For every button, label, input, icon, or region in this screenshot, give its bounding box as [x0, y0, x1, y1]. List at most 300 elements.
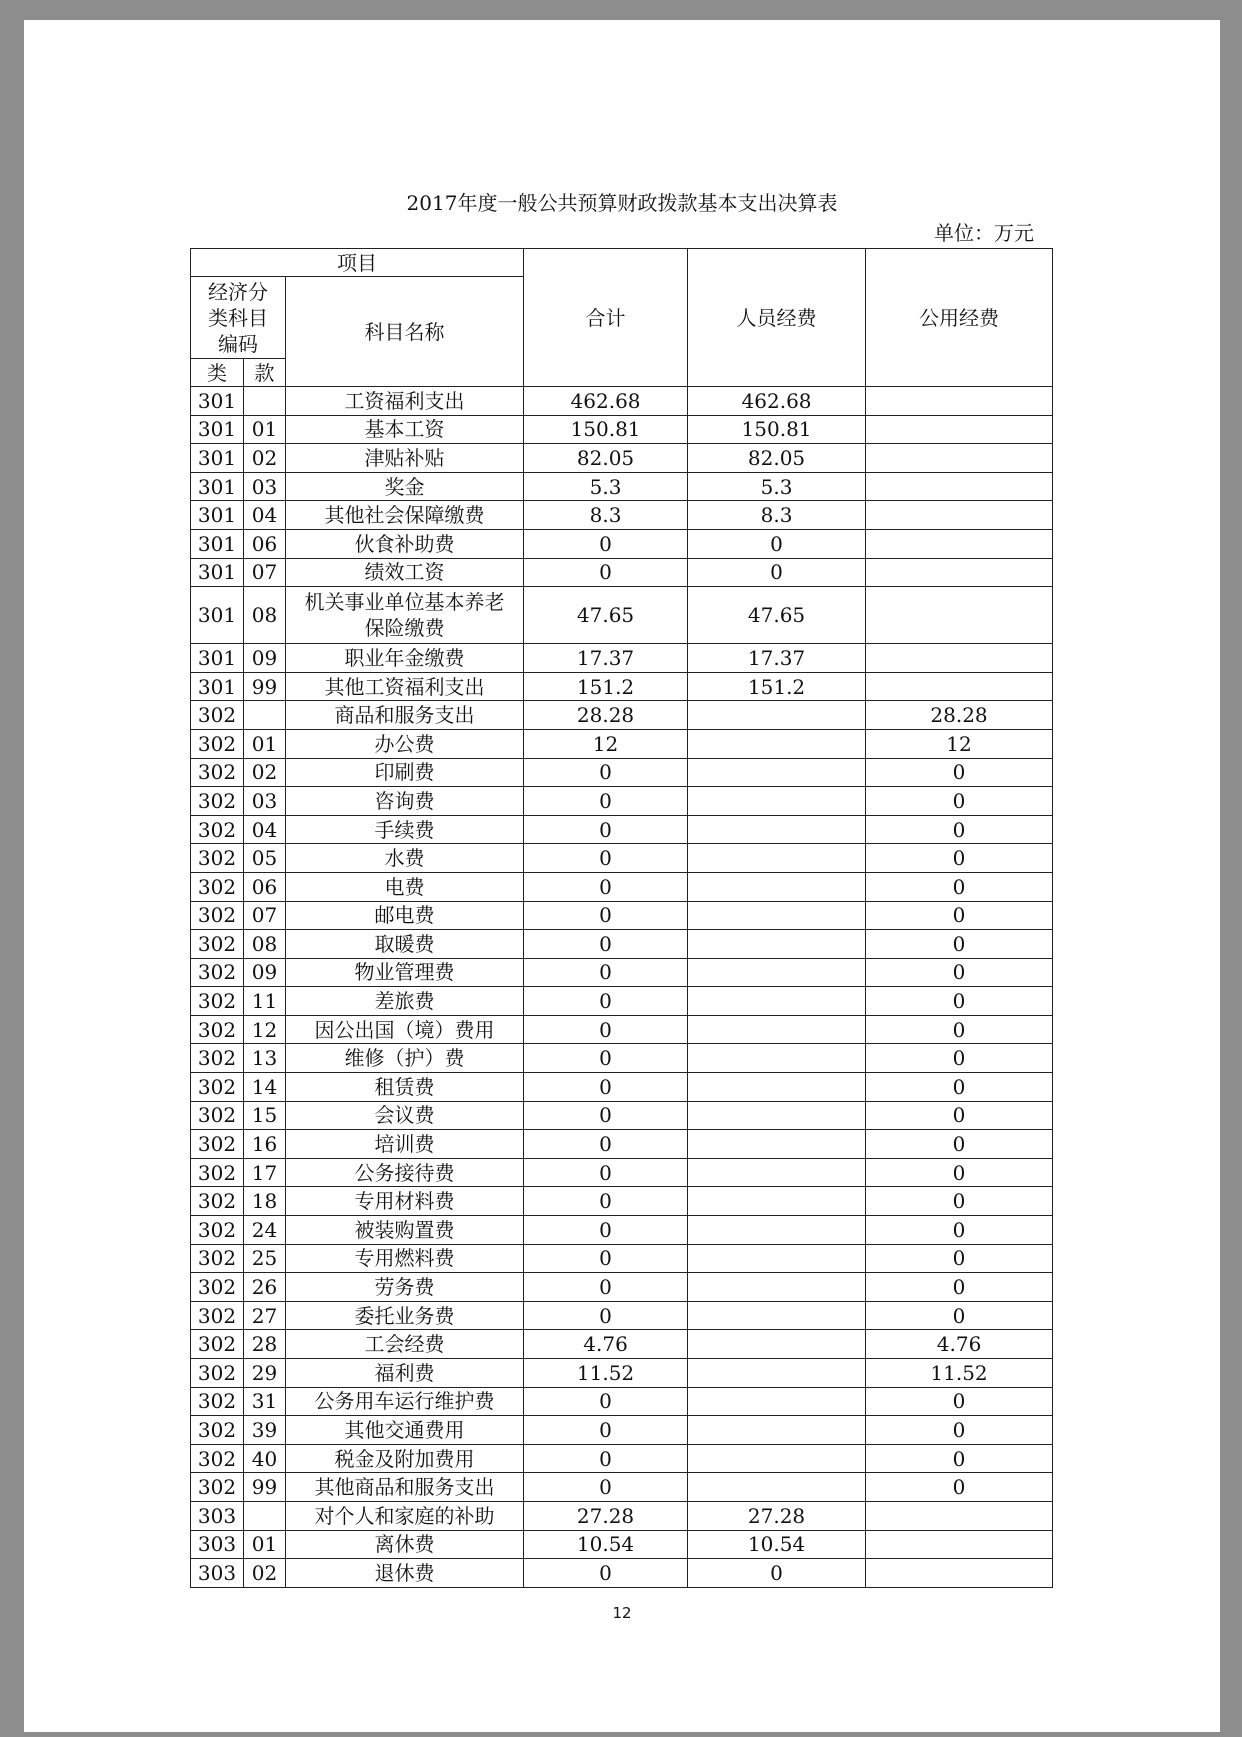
cell-class: 301 [191, 587, 244, 644]
table-row [191, 1444, 1053, 1473]
cell-class: 303 [191, 1530, 244, 1559]
table-row [191, 1559, 1053, 1588]
cell-section: 07 [244, 901, 286, 930]
cell-personnel [688, 844, 866, 873]
cell-section: 31 [244, 1387, 286, 1416]
cell-public: 0 [866, 1244, 1053, 1273]
cell-public [866, 1530, 1053, 1559]
cell-total: 11.52 [524, 1359, 688, 1388]
table-row [191, 729, 1053, 758]
table-row [191, 529, 1053, 558]
table-row [191, 1044, 1053, 1073]
unit-label: 单位：万元 [934, 221, 1034, 245]
cell-section: 07 [244, 558, 286, 587]
cell-total: 0 [524, 987, 688, 1016]
cell-total: 4.76 [524, 1330, 688, 1359]
cell-section [244, 701, 286, 730]
cell-total: 8.3 [524, 501, 688, 530]
cell-section: 01 [244, 1530, 286, 1559]
cell-name: 其他商品和服务支出 [286, 1473, 524, 1502]
cell-class: 302 [191, 1387, 244, 1416]
cell-class: 302 [191, 1015, 244, 1044]
cell-public: 0 [866, 1301, 1053, 1330]
cell-public: 0 [866, 1216, 1053, 1245]
cell-personnel [688, 1244, 866, 1273]
table-row [191, 1073, 1053, 1102]
cell-personnel [688, 701, 866, 730]
cell-public: 28.28 [866, 701, 1053, 730]
cell-class: 302 [191, 1416, 244, 1445]
cell-class: 302 [191, 1044, 244, 1073]
cell-public: 0 [866, 1416, 1053, 1445]
cell-personnel [688, 901, 866, 930]
cell-name: 物业管理费 [286, 958, 524, 987]
cell-public: 11.52 [866, 1359, 1053, 1388]
cell-total: 0 [524, 958, 688, 987]
cell-public: 0 [866, 1444, 1053, 1473]
document-page [24, 20, 1220, 1732]
cell-total: 5.3 [524, 472, 688, 501]
cell-class: 301 [191, 415, 244, 444]
cell-personnel [688, 1273, 866, 1302]
cell-total: 82.05 [524, 444, 688, 473]
cell-class: 303 [191, 1559, 244, 1588]
cell-total: 17.37 [524, 644, 688, 673]
table-row [191, 444, 1053, 473]
cell-personnel: 82.05 [688, 444, 866, 473]
table-row [191, 387, 1053, 416]
table-row [191, 415, 1053, 444]
cell-personnel [688, 872, 866, 901]
cell-section: 08 [244, 587, 286, 644]
cell-section: 12 [244, 1015, 286, 1044]
cell-total: 0 [524, 1101, 688, 1130]
table-row [191, 701, 1053, 730]
cell-public: 0 [866, 1130, 1053, 1159]
cell-section [244, 1501, 286, 1530]
cell-public [866, 501, 1053, 530]
header-name: 科目名称 [286, 277, 524, 387]
cell-total: 0 [524, 872, 688, 901]
cell-total: 0 [524, 1416, 688, 1445]
cell-public: 0 [866, 1387, 1053, 1416]
cell-section: 40 [244, 1444, 286, 1473]
table-body [191, 387, 1053, 1588]
table-row [191, 1187, 1053, 1216]
cell-class: 303 [191, 1501, 244, 1530]
cell-name: 公务接待费 [286, 1158, 524, 1187]
cell-personnel: 151.2 [688, 672, 866, 701]
cell-total: 0 [524, 1301, 688, 1330]
cell-class: 302 [191, 987, 244, 1016]
cell-name: 委托业务费 [286, 1301, 524, 1330]
header-personnel: 人员经费 [688, 249, 866, 387]
cell-personnel [688, 1387, 866, 1416]
cell-public: 0 [866, 930, 1053, 959]
cell-total: 0 [524, 930, 688, 959]
cell-class: 302 [191, 1073, 244, 1102]
table-row [191, 644, 1053, 673]
cell-class: 302 [191, 1473, 244, 1502]
cell-personnel [688, 1101, 866, 1130]
table-row [191, 1101, 1053, 1130]
cell-section: 02 [244, 444, 286, 473]
cell-class: 302 [191, 701, 244, 730]
cell-total: 0 [524, 844, 688, 873]
cell-class: 302 [191, 844, 244, 873]
cell-name: 工会经费 [286, 1330, 524, 1359]
table-row [191, 1015, 1053, 1044]
cell-section: 14 [244, 1073, 286, 1102]
table-row [191, 587, 1053, 644]
cell-total: 462.68 [524, 387, 688, 416]
table-row [191, 901, 1053, 930]
cell-total: 0 [524, 1158, 688, 1187]
table-row [191, 1273, 1053, 1302]
cell-personnel: 0 [688, 558, 866, 587]
cell-public: 12 [866, 729, 1053, 758]
table-row [191, 844, 1053, 873]
cell-class: 302 [191, 872, 244, 901]
cell-name: 电费 [286, 872, 524, 901]
cell-section: 04 [244, 815, 286, 844]
cell-section [244, 387, 286, 416]
table-row [191, 1216, 1053, 1245]
cell-total: 12 [524, 729, 688, 758]
header-class: 类 [191, 359, 244, 387]
cell-personnel [688, 1444, 866, 1473]
cell-section: 11 [244, 987, 286, 1016]
cell-total: 0 [524, 1130, 688, 1159]
cell-total: 0 [524, 1473, 688, 1502]
cell-total: 27.28 [524, 1501, 688, 1530]
cell-class: 302 [191, 815, 244, 844]
cell-total: 0 [524, 1244, 688, 1273]
cell-personnel: 10.54 [688, 1530, 866, 1559]
cell-public [866, 415, 1053, 444]
cell-section: 99 [244, 1473, 286, 1502]
cell-public: 0 [866, 1073, 1053, 1102]
cell-name: 奖金 [286, 472, 524, 501]
cell-name: 工资福利支出 [286, 387, 524, 416]
cell-name: 离休费 [286, 1530, 524, 1559]
cell-personnel [688, 1044, 866, 1073]
cell-section: 02 [244, 1559, 286, 1588]
cell-class: 302 [191, 1130, 244, 1159]
cell-total: 47.65 [524, 587, 688, 644]
cell-section: 13 [244, 1044, 286, 1073]
cell-name: 劳务费 [286, 1273, 524, 1302]
cell-section: 01 [244, 415, 286, 444]
table-row [191, 1530, 1053, 1559]
cell-total: 0 [524, 1015, 688, 1044]
cell-total: 0 [524, 758, 688, 787]
table-row [191, 930, 1053, 959]
table-row [191, 787, 1053, 816]
cell-section: 27 [244, 1301, 286, 1330]
cell-public: 0 [866, 787, 1053, 816]
cell-public: 0 [866, 758, 1053, 787]
cell-class: 302 [191, 1216, 244, 1245]
cell-personnel [688, 1158, 866, 1187]
cell-name: 职业年金缴费 [286, 644, 524, 673]
table-row [191, 1473, 1053, 1502]
table-row [191, 1359, 1053, 1388]
cell-class: 302 [191, 1101, 244, 1130]
cell-total: 0 [524, 1073, 688, 1102]
cell-personnel [688, 1187, 866, 1216]
cell-total: 0 [524, 1387, 688, 1416]
cell-total: 0 [524, 1444, 688, 1473]
cell-public: 4.76 [866, 1330, 1053, 1359]
cell-personnel [688, 1473, 866, 1502]
table-row [191, 815, 1053, 844]
cell-name: 租赁费 [286, 1073, 524, 1102]
cell-name: 印刷费 [286, 758, 524, 787]
cell-name: 咨询费 [286, 787, 524, 816]
cell-public [866, 444, 1053, 473]
cell-total: 0 [524, 558, 688, 587]
cell-section: 99 [244, 672, 286, 701]
cell-personnel [688, 1216, 866, 1245]
cell-personnel [688, 1416, 866, 1445]
cell-public [866, 529, 1053, 558]
cell-section: 01 [244, 729, 286, 758]
cell-personnel [688, 815, 866, 844]
cell-section: 08 [244, 930, 286, 959]
table-row [191, 1330, 1053, 1359]
cell-personnel: 462.68 [688, 387, 866, 416]
cell-section: 16 [244, 1130, 286, 1159]
table-row [191, 958, 1053, 987]
cell-class: 301 [191, 558, 244, 587]
cell-class: 301 [191, 529, 244, 558]
table-row [191, 987, 1053, 1016]
cell-personnel: 5.3 [688, 472, 866, 501]
cell-name: 手续费 [286, 815, 524, 844]
cell-class: 302 [191, 787, 244, 816]
table-row [191, 758, 1053, 787]
cell-public: 0 [866, 1015, 1053, 1044]
cell-personnel [688, 729, 866, 758]
cell-class: 302 [191, 758, 244, 787]
cell-personnel: 150.81 [688, 415, 866, 444]
cell-name: 专用燃料费 [286, 1244, 524, 1273]
cell-personnel: 8.3 [688, 501, 866, 530]
cell-section: 05 [244, 844, 286, 873]
cell-name: 培训费 [286, 1130, 524, 1159]
cell-public: 0 [866, 844, 1053, 873]
cell-public: 0 [866, 1473, 1053, 1502]
cell-total: 150.81 [524, 415, 688, 444]
table-row [191, 472, 1053, 501]
cell-personnel: 0 [688, 529, 866, 558]
cell-public: 0 [866, 872, 1053, 901]
cell-public [866, 644, 1053, 673]
table-row [191, 1301, 1053, 1330]
cell-public [866, 587, 1053, 644]
cell-name: 专用材料费 [286, 1187, 524, 1216]
cell-name: 商品和服务支出 [286, 701, 524, 730]
cell-name: 因公出国（境）费用 [286, 1015, 524, 1044]
table-row [191, 1130, 1053, 1159]
cell-personnel [688, 1015, 866, 1044]
cell-class: 302 [191, 1444, 244, 1473]
cell-public [866, 1559, 1053, 1588]
cell-personnel [688, 1130, 866, 1159]
table-row [191, 1416, 1053, 1445]
cell-class: 301 [191, 644, 244, 673]
cell-name: 取暖费 [286, 930, 524, 959]
table-row [191, 558, 1053, 587]
cell-personnel [688, 930, 866, 959]
cell-section: 09 [244, 958, 286, 987]
header-item: 项目 [191, 249, 524, 277]
cell-public: 0 [866, 958, 1053, 987]
cell-personnel [688, 1073, 866, 1102]
cell-name: 差旅费 [286, 987, 524, 1016]
cell-class: 302 [191, 930, 244, 959]
cell-section: 24 [244, 1216, 286, 1245]
cell-public [866, 472, 1053, 501]
cell-total: 0 [524, 1559, 688, 1588]
cell-section: 02 [244, 758, 286, 787]
cell-total: 0 [524, 529, 688, 558]
cell-section: 26 [244, 1273, 286, 1302]
cell-name: 邮电费 [286, 901, 524, 930]
expenditure-table [190, 248, 1053, 1588]
cell-class: 302 [191, 1273, 244, 1302]
cell-class: 301 [191, 387, 244, 416]
cell-personnel [688, 758, 866, 787]
cell-section: 03 [244, 787, 286, 816]
cell-name: 津贴补贴 [286, 444, 524, 473]
header-total: 合计 [524, 249, 688, 387]
cell-section: 04 [244, 501, 286, 530]
cell-public [866, 558, 1053, 587]
cell-public: 0 [866, 901, 1053, 930]
cell-name: 维修（护）费 [286, 1044, 524, 1073]
cell-class: 301 [191, 501, 244, 530]
cell-name: 其他交通费用 [286, 1416, 524, 1445]
cell-name: 绩效工资 [286, 558, 524, 587]
cell-class: 301 [191, 444, 244, 473]
cell-section: 39 [244, 1416, 286, 1445]
cell-name: 税金及附加费用 [286, 1444, 524, 1473]
table-row [191, 1158, 1053, 1187]
table-row [191, 872, 1053, 901]
cell-personnel: 27.28 [688, 1501, 866, 1530]
cell-class: 302 [191, 1359, 244, 1388]
cell-class: 302 [191, 1330, 244, 1359]
cell-section: 03 [244, 472, 286, 501]
header-public: 公用经费 [866, 249, 1053, 387]
cell-public: 0 [866, 1101, 1053, 1130]
cell-public: 0 [866, 1044, 1053, 1073]
table-row [191, 501, 1053, 530]
cell-total: 28.28 [524, 701, 688, 730]
cell-total: 10.54 [524, 1530, 688, 1559]
cell-name: 退休费 [286, 1559, 524, 1588]
cell-class: 302 [191, 958, 244, 987]
table-row [191, 1244, 1053, 1273]
cell-name: 公务用车运行维护费 [286, 1387, 524, 1416]
cell-total: 0 [524, 1216, 688, 1245]
cell-class: 301 [191, 672, 244, 701]
cell-section: 25 [244, 1244, 286, 1273]
header-code: 经济分类科目编码 [191, 277, 286, 359]
cell-class: 302 [191, 1158, 244, 1187]
cell-total: 0 [524, 901, 688, 930]
cell-public: 0 [866, 1273, 1053, 1302]
cell-section: 09 [244, 644, 286, 673]
cell-personnel [688, 987, 866, 1016]
cell-section: 06 [244, 872, 286, 901]
cell-personnel [688, 1330, 866, 1359]
cell-section: 28 [244, 1330, 286, 1359]
cell-personnel [688, 1359, 866, 1388]
cell-personnel: 47.65 [688, 587, 866, 644]
cell-public: 0 [866, 1158, 1053, 1187]
cell-section: 18 [244, 1187, 286, 1216]
cell-class: 302 [191, 729, 244, 758]
cell-name: 其他社会保障缴费 [286, 501, 524, 530]
cell-name: 对个人和家庭的补助 [286, 1501, 524, 1530]
page-number: 12 [612, 1604, 632, 1622]
table-row [191, 1501, 1053, 1530]
cell-public: 0 [866, 1187, 1053, 1216]
cell-total: 0 [524, 1044, 688, 1073]
cell-name: 被装购置费 [286, 1216, 524, 1245]
cell-total: 0 [524, 1273, 688, 1302]
cell-name: 福利费 [286, 1359, 524, 1388]
cell-section: 17 [244, 1158, 286, 1187]
header-section: 款 [244, 359, 286, 387]
cell-section: 06 [244, 529, 286, 558]
cell-total: 0 [524, 815, 688, 844]
table-row [191, 672, 1053, 701]
cell-class: 302 [191, 1244, 244, 1273]
table-row [191, 1387, 1053, 1416]
cell-personnel: 0 [688, 1559, 866, 1588]
cell-name: 水费 [286, 844, 524, 873]
cell-public [866, 387, 1053, 416]
table-title: 2017年度一般公共预算财政拨款基本支出决算表 [406, 191, 838, 215]
cell-personnel [688, 787, 866, 816]
cell-name: 会议费 [286, 1101, 524, 1130]
cell-section: 29 [244, 1359, 286, 1388]
cell-class: 302 [191, 1187, 244, 1216]
cell-name: 机关事业单位基本养老保险缴费 [286, 587, 524, 644]
cell-personnel [688, 1301, 866, 1330]
cell-public [866, 1501, 1053, 1530]
cell-name: 办公费 [286, 729, 524, 758]
cell-name: 其他工资福利支出 [286, 672, 524, 701]
cell-class: 302 [191, 1301, 244, 1330]
cell-section: 15 [244, 1101, 286, 1130]
cell-total: 151.2 [524, 672, 688, 701]
cell-public: 0 [866, 987, 1053, 1016]
cell-class: 302 [191, 901, 244, 930]
cell-class: 301 [191, 472, 244, 501]
cell-total: 0 [524, 1187, 688, 1216]
cell-public [866, 672, 1053, 701]
cell-personnel: 17.37 [688, 644, 866, 673]
cell-name: 基本工资 [286, 415, 524, 444]
cell-total: 0 [524, 787, 688, 816]
cell-public: 0 [866, 815, 1053, 844]
cell-personnel [688, 958, 866, 987]
